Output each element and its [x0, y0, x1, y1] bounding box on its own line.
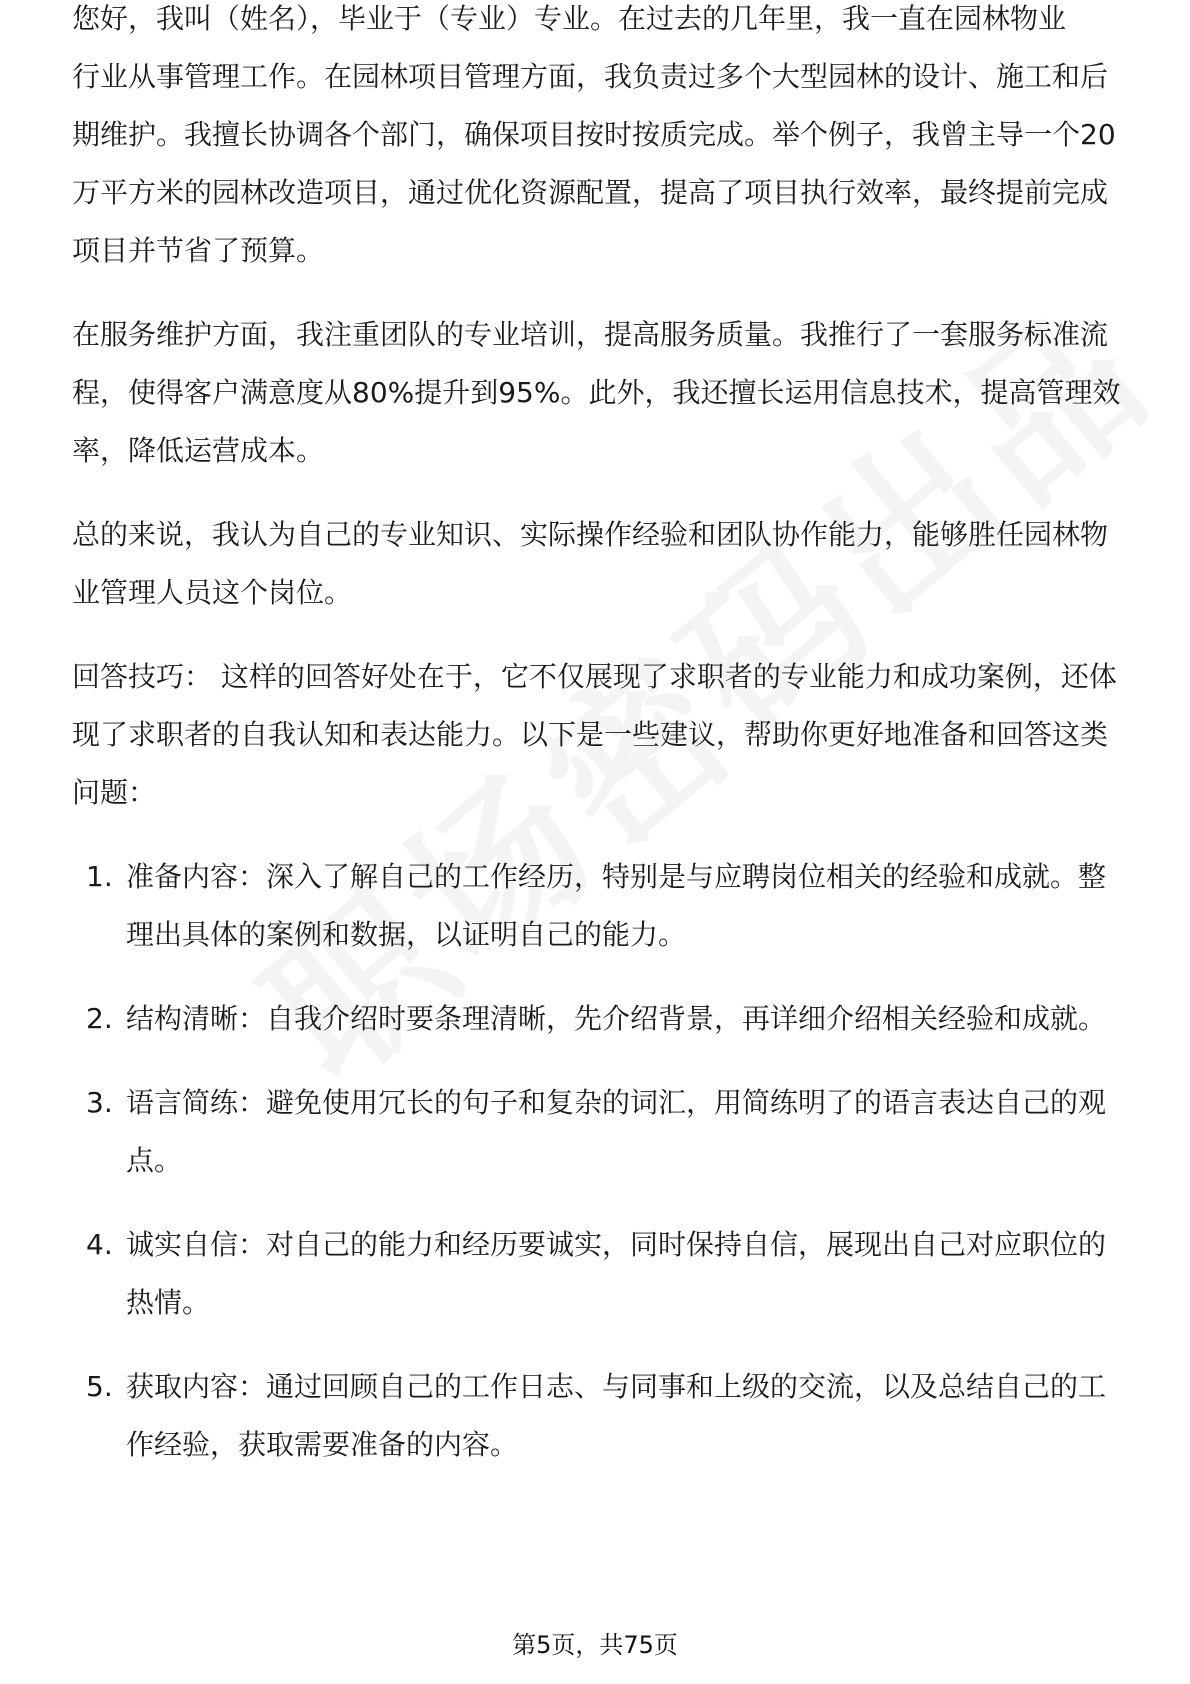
- list-item: [72, 1358, 1122, 1474]
- list-item-number: 3.: [86, 1086, 113, 1119]
- list-item-text: 获取内容：通过回顾自己的工作日志、与同事和上级的交流，以及总结自己的工作经验，获取需要准备的内容。: [126, 1370, 1107, 1461]
- list-item-number: 5.: [86, 1370, 113, 1403]
- list-item-text: 结构清晰：自我介绍时要条理清晰，先介绍背景，再详细介绍相关经验和成就。: [126, 1002, 1107, 1035]
- paragraph-intro-clipped-line: 您好，我叫（姓名），毕业于（专业）专业。在过去的几年里，我一直在园林物业: [72, 2, 1067, 35]
- list-item-number: 1.: [86, 860, 113, 893]
- list-item-number: 4.: [86, 1228, 113, 1261]
- page-content: [72, 0, 1122, 1500]
- paragraph-summary: 总的来说，我认为自己的专业知识、实际操作经验和团队协作能力，能够胜任园林物业管理人员这个岗位。: [72, 518, 1109, 609]
- list-item: [72, 1216, 1122, 1332]
- list-item: [72, 990, 1122, 1048]
- list-item: [72, 848, 1122, 964]
- list-item-number: 2.: [86, 1002, 113, 1035]
- paragraph-service: 在服务维护方面，我注重团队的专业培训，提高服务质量。我推行了一套服务标准流程，使得客户满意度从80%提升到95%。此外，我还擅长运用信息技术，提高管理效率，降低运营成本。: [72, 318, 1121, 467]
- tips-list: [72, 848, 1122, 1474]
- page-number-footer: 第5页，共75页: [512, 1631, 678, 1659]
- list-item-text: 诚实自信：对自己的能力和经历要诚实，同时保持自信，展现出自己对应职位的热情。: [126, 1228, 1107, 1319]
- paragraph-answer-tips: 回答技巧： 这样的回答好处在于，它不仅展现了求职者的专业能力和成功案例，还体现了求职者的自我认知和表达能力。以下是一些建议，帮助你更好地准备和回答这类问题：: [72, 660, 1117, 809]
- list-item-text: 准备内容：深入了解自己的工作经历，特别是与应聘岗位相关的经验和成就。整理出具体的案例和数据，以证明自己的能力。: [126, 860, 1107, 951]
- list-item-text: 语言简练：避免使用冗长的句子和复杂的词汇，用简练明了的语言表达自己的观点。: [126, 1086, 1107, 1177]
- list-item: [72, 1074, 1122, 1190]
- paragraph-intro: 行业从事管理工作。在园林项目管理方面，我负责过多个大型园林的设计、施工和后期维护。我擅长协调各个部门，确保项目按时按质完成。举个例子，我曾主导一个20万平方米的园林改造项目，通过优化资源配置，提高了项目执行效率，最终提前完成项目并节省了预算。: [72, 60, 1116, 267]
